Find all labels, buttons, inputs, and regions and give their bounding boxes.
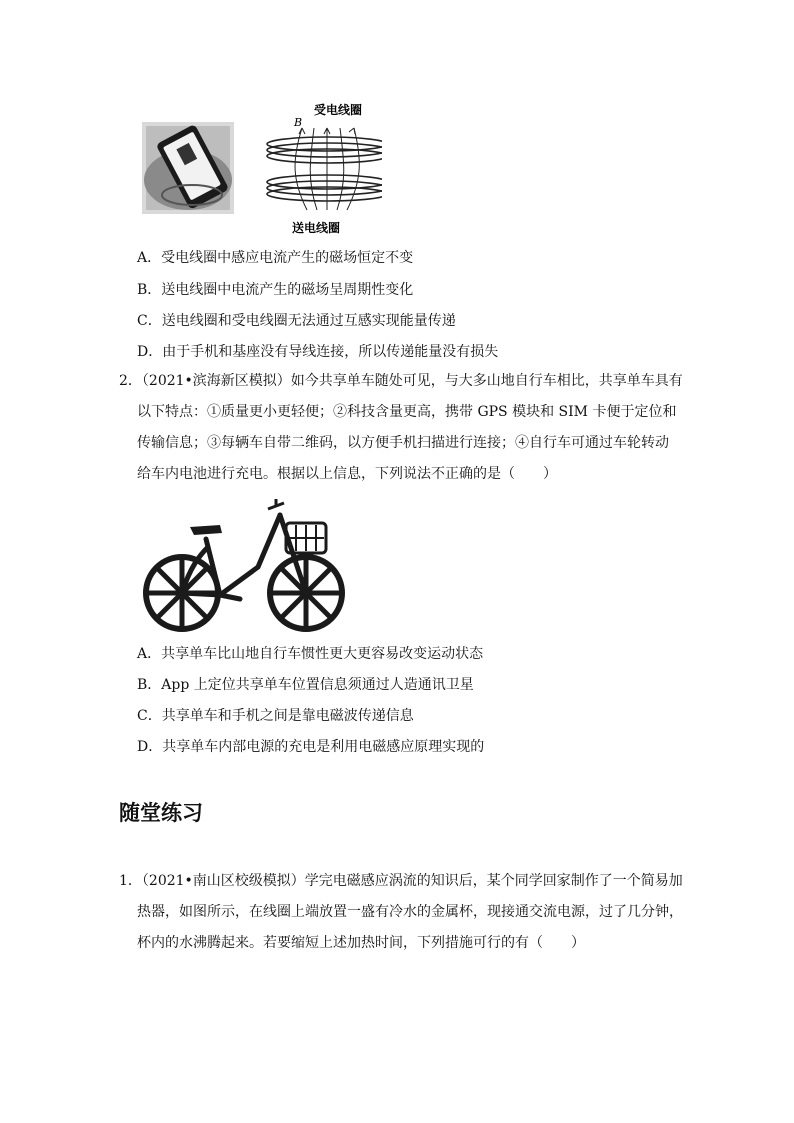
q2-stem (119, 366, 684, 490)
receiving-coil-label: 受电线圈 (314, 103, 363, 117)
q2-line-1: 2．（2021•滨海新区模拟）如今共享单车随处可见，与大多山地自行车相比，共享单车具有 (119, 373, 683, 389)
q1-option-d: D．由于手机和基座没有导线连接，所以传递能量没有损失 (137, 344, 499, 360)
q2-option-a: A．共享单车比山地自行车惯性更大更容易改变运动状态 (137, 646, 484, 662)
sending-coil (267, 175, 382, 201)
practice-q1-line-3: 杯内的水沸腾起来。若要缩短上述加热时间，下列措施可行的有（ ） (137, 935, 585, 951)
shared-bike-figure (140, 495, 350, 635)
q2-option-c: C．共享单车和手机之间是靠电磁波传递信息 (137, 708, 414, 724)
practice-q1-line-1: 1．（2021•南山区校级模拟）学完电磁感应涡流的知识后，某个同学回家制作了一个简易加 (119, 873, 683, 889)
q2-option-d: D．共享单车内部电源的充电是利用电磁感应原理实现的 (137, 739, 485, 755)
q1-option-b: B．送电线圈中电流产生的磁场呈周期性变化 (137, 282, 414, 298)
q1-option-a: A．受电线圈中感应电流产生的磁场恒定不变 (137, 250, 414, 266)
field-b-label: B (294, 116, 303, 129)
bike-handlebar (268, 499, 284, 509)
sending-coil-label: 送电线圈 (292, 221, 341, 235)
q2-line-3: 传输信息；③每辆车自带二维码，以方便手机扫描进行连接；④自行车可通过车轮转动 (137, 435, 669, 451)
practice-q1-line-2: 热器，如图所示，在线圈上端放置一盛有冷水的金属杯，现接通交流电源，过了几分钟， (137, 904, 683, 920)
phone-photo (142, 122, 234, 214)
wireless-charging-figure (142, 100, 382, 238)
q1-option-c: C．送电线圈和受电线圈无法通过互感实现能量传递 (137, 313, 456, 329)
magnetic-field-lines (295, 128, 359, 210)
bike-seat (190, 525, 222, 535)
q2-line-4: 给车内电池进行充电。根据以上信息，下列说法不正确的是（ ） (137, 466, 557, 482)
q2-option-b: B．App 上定位共享单车位置信息须通过人造通讯卫星 (137, 677, 474, 693)
q2-line-2: 以下特点：①质量更小更轻便；②科技含量更高，携带 GPS 模块和 SIM 卡便于定位和 (137, 404, 677, 420)
practice-q1-stem (119, 866, 684, 959)
section-title: 随堂练习 (119, 801, 203, 825)
receiving-coil (267, 137, 382, 163)
